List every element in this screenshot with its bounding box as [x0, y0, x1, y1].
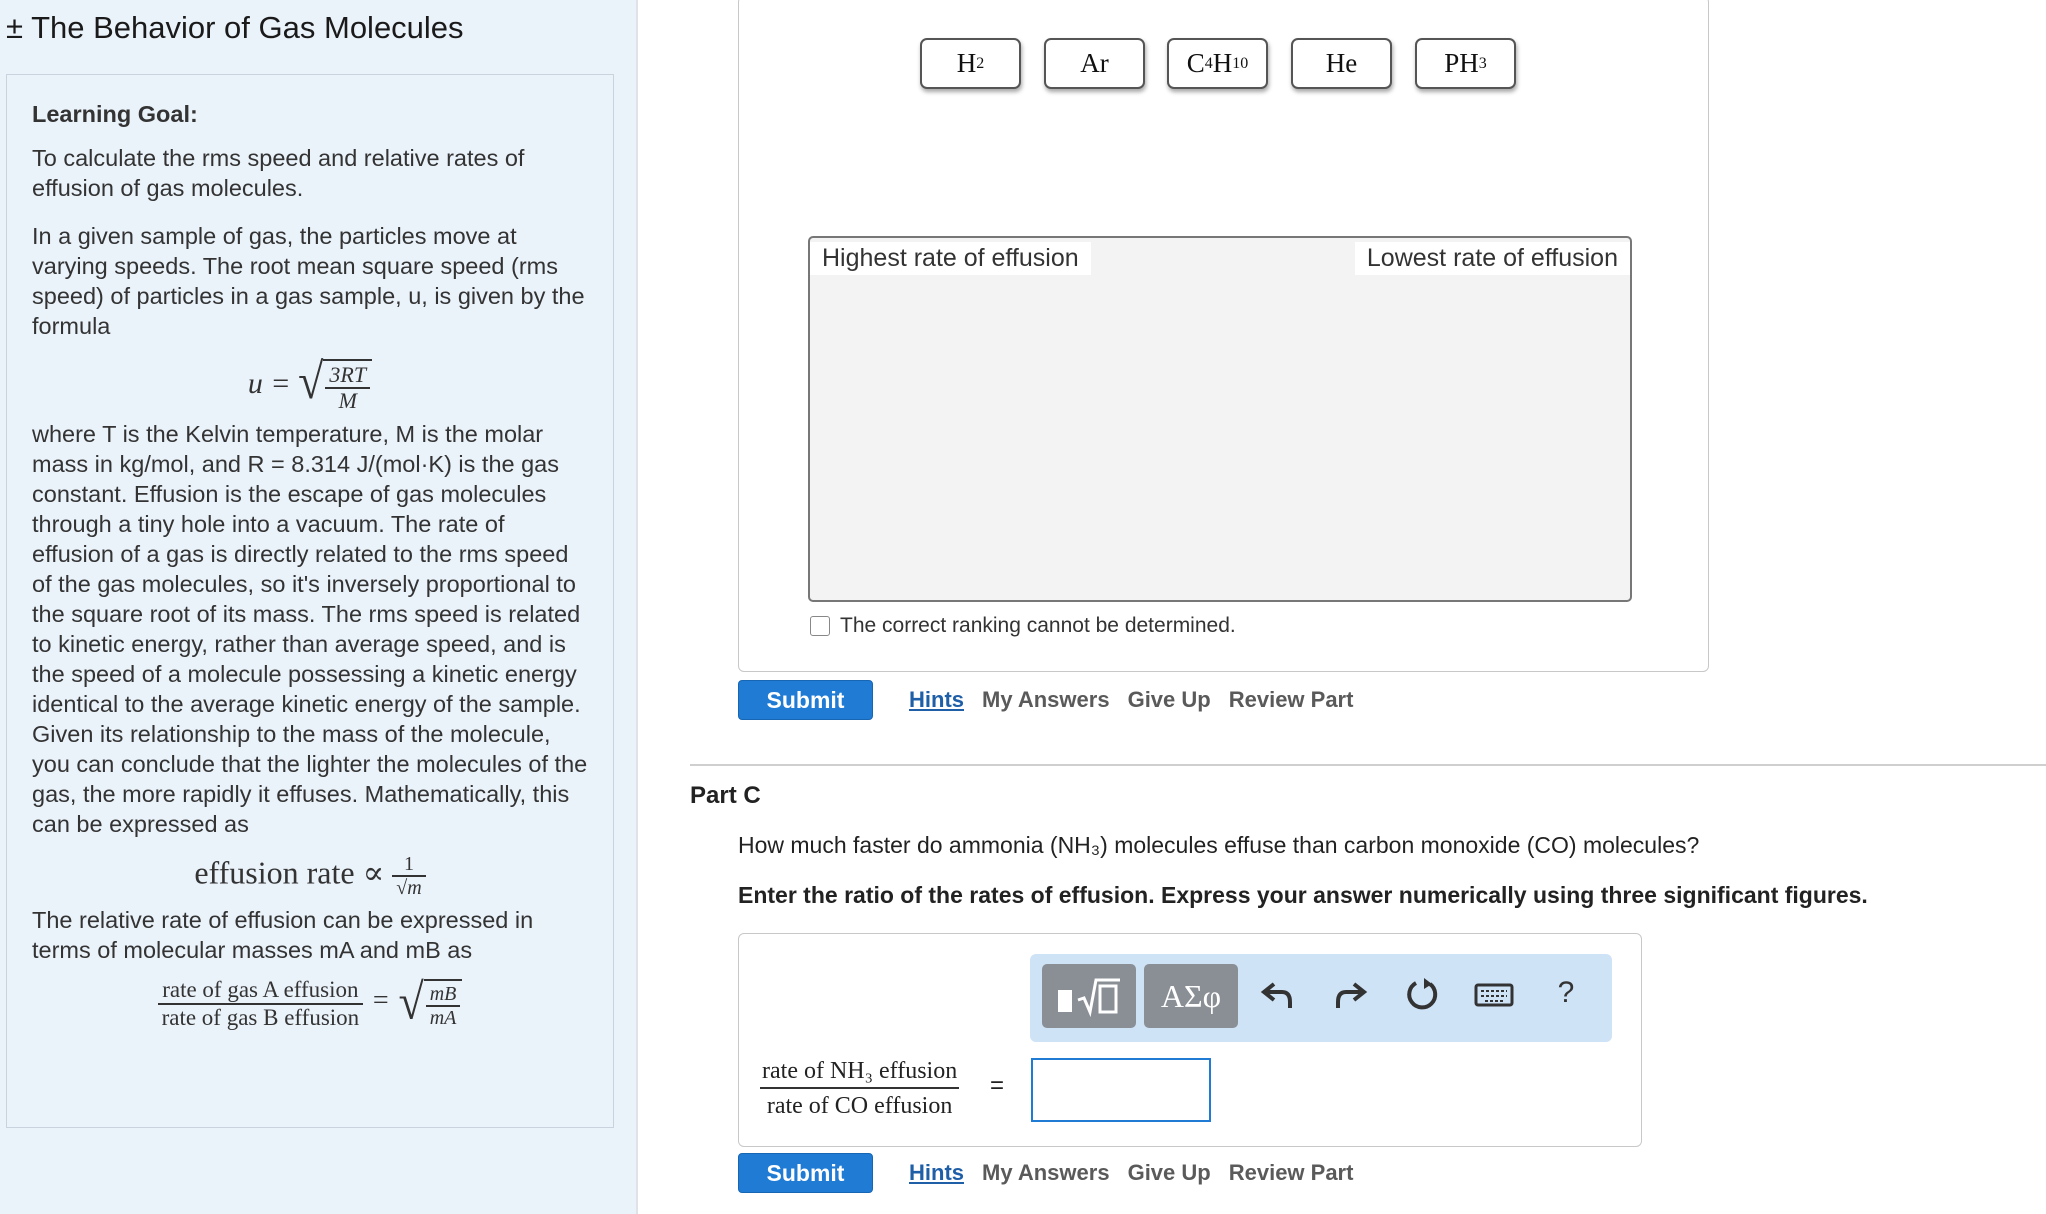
section-divider	[690, 764, 2046, 766]
give-up-link[interactable]: Give Up	[1127, 1160, 1211, 1185]
give-up-link[interactable]: Give Up	[1127, 687, 1211, 712]
lowest-rate-label: Lowest rate of effusion	[1355, 242, 1630, 275]
part-c-title: Part C	[690, 782, 761, 809]
formula-u-lhs: u =	[247, 367, 291, 401]
answer-ratio-den: rate of CO effusion	[766, 1093, 953, 1119]
formula-prop-den: √m	[396, 877, 422, 900]
ratio-equals: =	[372, 984, 389, 1016]
part-c-actions	[738, 1153, 1353, 1193]
ranking-drop-zone[interactable]	[808, 236, 1632, 602]
relative-rate-formula	[32, 972, 588, 1030]
cannot-determine-label: The correct ranking cannot be determined.	[840, 614, 1236, 637]
cannot-determine-checkbox[interactable]	[810, 616, 830, 636]
math-toolbar	[1030, 954, 1612, 1042]
help-icon[interactable]: ?	[1557, 976, 1575, 1009]
formula-u-num: 3RT	[325, 363, 370, 389]
formula-prop-lhs: effusion rate ∝	[194, 854, 385, 891]
intro-text: In a given sample of gas, the particles move at varying speeds. The root mean square speed (rms speed) of particles in a gas sample, u, is given by the formula	[32, 223, 585, 339]
chip-he[interactable]: He	[1291, 38, 1392, 89]
redo-icon[interactable]	[1330, 976, 1370, 1021]
part-c-question: How much faster do ammonia (NH₃) molecules effuse than carbon monoxide (CO) molecules?	[738, 832, 1700, 858]
my-answers-link[interactable]: My Answers	[982, 687, 1110, 712]
highest-rate-label: Highest rate of effusion	[810, 242, 1091, 275]
learning-goal-box	[6, 74, 614, 1128]
learning-goal-panel	[0, 0, 638, 1214]
formula-u-den: M	[338, 388, 357, 414]
chip-h2[interactable]: H 2	[920, 38, 1021, 89]
answer-input[interactable]	[1031, 1058, 1211, 1122]
formula-prop-num: 1	[392, 853, 425, 877]
chip-c4h10[interactable]: C 4 H 10	[1167, 38, 1268, 89]
chip-ar[interactable]: Ar	[1044, 38, 1145, 89]
reset-icon[interactable]	[1402, 976, 1442, 1021]
rms-speed-formula	[32, 352, 588, 414]
hints-link[interactable]: Hints	[909, 1160, 964, 1185]
ratio-num: rate of gas A effusion	[158, 977, 364, 1004]
part-c-instruction: Enter the ratio of the rates of effusion. Express your answer numerically using three significant figures.	[738, 882, 1868, 908]
relative-text: The relative rate of effusion can be expressed in terms of molecular masses mA and mB as	[32, 907, 534, 964]
ratio-den: rate of gas B effusion	[161, 1004, 360, 1030]
ratio-rden: mA	[429, 1006, 457, 1029]
where-text: where T is the Kelvin temperature, M is the molar mass in kg/mol, and R = 8.314 J/(mol·K) is the gas constant. Effusion is the escape of gas molecules through a tiny hole into a vacuum. The rate of effusion of a gas is directly related to the rms speed of the gas molecules, so it's inversely proportional to the square root of its mass. The rms speed is related to kinetic energy, rather than average speed, and is the speed of a molecule possessing a kinetic energy identical to the average kinetic energy of the sample. Given its relationship to the mass of the molecule, you can conclude that the lighter the molecules of the gas, the more rapidly it effuses. Mathematically, this can be expressed as	[32, 421, 588, 838]
greek-symbols-button[interactable]: ΑΣφ	[1144, 964, 1238, 1028]
part-b-actions	[738, 680, 1353, 720]
ratio-sqrt: √ $\frac{mB}{mA}$	[398, 979, 462, 1029]
template-sqrt-icon	[1054, 974, 1124, 1018]
review-part-link[interactable]: Review Part	[1228, 1160, 1354, 1185]
keyboard-icon[interactable]	[1474, 976, 1514, 1021]
effusion-proportion-formula	[32, 853, 588, 899]
goal-text: To calculate the rms speed and relative rates of effusion of gas molecules.	[32, 145, 525, 201]
answer-ratio-label	[760, 1058, 959, 1120]
submit-button[interactable]: Submit	[738, 1153, 873, 1193]
my-answers-link[interactable]: My Answers	[982, 1160, 1110, 1185]
hints-link[interactable]: Hints	[909, 687, 964, 712]
submit-button[interactable]: Submit	[738, 680, 873, 720]
templates-button[interactable]	[1042, 964, 1136, 1028]
page-title[interactable]: ± The Behavior of Gas Molecules	[6, 10, 464, 45]
sqrt-symbol: √ $\frac{3RT}{M}$	[298, 359, 372, 413]
cannot-determine-option[interactable]	[810, 614, 1236, 638]
undo-icon[interactable]	[1258, 976, 1298, 1021]
ratio-rnum: mB	[426, 983, 461, 1007]
answer-equals: =	[990, 1072, 1005, 1099]
chip-ph3[interactable]: PH 3	[1415, 38, 1516, 89]
answer-ratio-num: rate of NH₃ effusion	[760, 1058, 959, 1089]
review-part-link[interactable]: Review Part	[1228, 687, 1354, 712]
goal-heading: Learning Goal:	[32, 101, 198, 127]
